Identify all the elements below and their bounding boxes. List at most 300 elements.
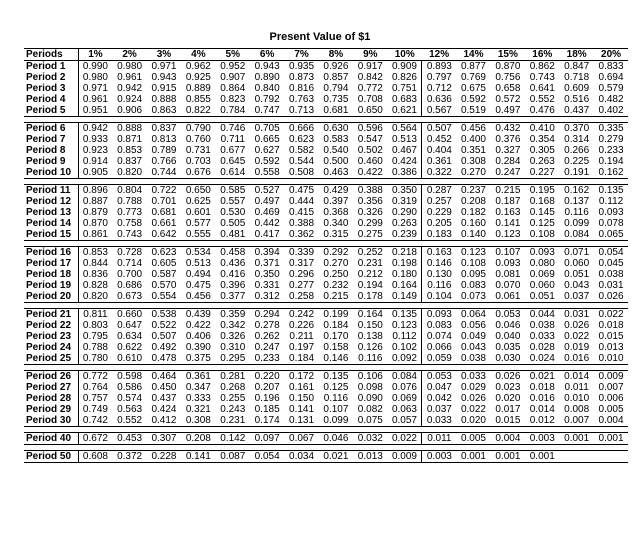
pv-cell: 0.033 [456,371,490,383]
pv-cell: 0.356 [357,196,383,207]
pv-cell: 0.622 [117,342,143,353]
pv-cell: 0.066 [426,342,452,353]
period-label: Period 10 [24,167,78,179]
pv-cell: 0.410 [525,123,559,135]
pv-cell: 0.141 [495,218,521,229]
pv-cell: 0.863 [147,105,181,117]
pv-cell: 0.376 [495,134,521,145]
pv-cell: 0.547 [357,134,383,145]
pv-cell: 0.031 [559,309,593,321]
pv-cell: 0.792 [254,94,280,105]
pv-cell: 0.342 [220,320,246,331]
pv-cell: 0.069 [388,393,422,404]
pv-cell: 0.071 [559,247,593,259]
pv-cell: 0.394 [250,247,284,259]
pv-cell: 0.116 [564,207,589,218]
pv-cell: 0.564 [388,123,422,135]
pv-cell: 0.312 [250,291,284,303]
pv-cell: 0.061 [491,291,525,303]
period-label: Period 15 [24,229,78,241]
pv-cell: 0.296 [289,269,315,280]
pv-cell: 0.263 [529,156,555,167]
pv-cell: 0.855 [185,94,211,105]
pv-cell: 0.432 [491,123,525,135]
pv-cell: 0.370 [559,123,593,135]
pv-cell: 0.308 [181,415,215,427]
pv-cell: 0.803 [82,320,108,331]
rate-header: 7% [284,49,318,61]
pv-cell: 0.467 [388,145,422,156]
pv-cell: 0.161 [289,382,315,393]
pv-cell: 0.513 [185,258,211,269]
pv-cell: 0.003 [422,451,456,463]
pv-cell: 0.544 [289,156,315,167]
pv-cell: 0.257 [426,196,452,207]
pv-cell: 0.888 [112,123,146,135]
pv-cell: 0.112 [598,196,624,207]
pv-cell: 0.046 [495,320,521,331]
period-label: Period 3 [24,83,78,94]
pv-cell: 0.713 [284,105,318,117]
pv-cell: 0.026 [491,371,525,383]
pv-cell: 0.138 [357,331,383,342]
pv-cell: 0.705 [250,123,284,135]
pv-cell: 0.743 [112,229,146,241]
pv-cell: 0.142 [216,433,250,445]
pv-cell: 0.040 [495,331,521,342]
pv-cell: 0.163 [495,207,521,218]
pv-cell: 0.073 [456,291,490,303]
pv-cell: 0.275 [353,229,387,241]
pv-cell: 0.305 [529,145,555,156]
pv-cell: 0.015 [491,415,525,427]
pv-cell: 0.627 [254,145,280,156]
pv-cell: 0.199 [319,309,353,321]
pv-cell: 0.035 [495,342,521,353]
pv-cell: 0.905 [78,167,112,179]
pv-cell: 0.933 [82,134,108,145]
pv-cell: 0.582 [289,145,315,156]
pv-cell: 0.350 [388,185,422,197]
pv-cell: 0.877 [456,61,490,73]
pv-cell: 0.084 [559,229,593,241]
pv-cell: 0.038 [529,320,555,331]
pv-cell: 0.125 [529,218,555,229]
pv-cell: 0.185 [254,404,280,415]
pv-cell: 0.093 [598,207,624,218]
pv-cell: 0.844 [82,258,108,269]
pv-cell: 0.197 [289,342,315,353]
pv-cell: 0.497 [491,105,525,117]
pv-cell: 0.760 [185,134,211,145]
pv-cell: 0.614 [216,167,250,179]
pv-cell: 0.116 [353,353,387,365]
table-row [24,61,628,73]
pv-cell: 0.277 [289,280,315,291]
pv-cell: 0.475 [284,185,318,197]
pv-cell: 0.226 [289,320,315,331]
table-row [24,229,628,241]
pv-cell: 0.388 [353,185,387,197]
pv-cell: 0.239 [388,229,422,241]
pv-cell: 0.183 [422,229,456,241]
pv-cell: 0.042 [426,393,452,404]
pv-cell: 0.926 [319,61,353,73]
pv-cell: 0.722 [147,185,181,197]
pv-cell: 0.650 [353,105,387,117]
pv-cell: 0.862 [525,61,559,73]
pv-cell: 0.081 [495,269,521,280]
pv-cell: 0.961 [117,72,143,83]
pv-cell: 0.577 [185,218,211,229]
rate-header: 3% [147,49,181,61]
pv-cell: 0.082 [357,404,383,415]
pv-cell: 0.478 [147,353,181,365]
pv-cell: 0.530 [220,207,246,218]
pv-cell: 0.095 [460,269,486,280]
pv-cell: 0.402 [594,105,628,117]
pv-cell: 0.208 [460,196,486,207]
period-label: Period 17 [24,258,78,269]
pv-cell [559,451,593,463]
pv-cell: 0.013 [353,451,387,463]
table-title: Present Value of $1 [269,31,371,43]
pv-cell: 0.675 [460,83,486,94]
pv-cell: 0.135 [319,371,353,383]
pv-cell: 0.961 [82,94,108,105]
pv-cell: 0.728 [112,247,146,259]
pv-cell: 0.746 [216,123,250,135]
pv-cell: 0.034 [284,451,318,463]
pv-cell: 0.971 [147,61,181,73]
pv-cell: 0.943 [151,72,177,83]
pv-cell: 0.194 [357,280,383,291]
pv-cell: 0.924 [117,94,143,105]
period-label: Period 23 [24,331,78,342]
pv-cell: 0.168 [529,196,555,207]
pv-cell: 0.371 [254,258,280,269]
pv-cell: 0.106 [353,371,387,383]
pv-cell: 0.406 [185,331,211,342]
pv-cell: 0.340 [323,218,349,229]
pv-cell: 0.279 [598,134,624,145]
rate-header: 2% [112,49,146,61]
pv-cell: 0.917 [353,61,387,73]
pv-cell: 0.020 [495,393,521,404]
pv-cell: 0.001 [525,451,559,463]
pv-cell: 0.205 [426,218,452,229]
pv-cell: 0.422 [185,320,211,331]
pv-cell: 0.150 [357,320,383,331]
pv-cell: 0.326 [220,331,246,342]
pv-cell: 0.681 [151,207,177,218]
pv-cell: 0.623 [289,134,315,145]
pv-cell: 0.942 [78,123,112,135]
pv-cell: 0.661 [151,218,177,229]
pv-cell: 0.942 [117,83,143,94]
pv-cell: 0.592 [254,156,280,167]
pv-cell: 0.092 [388,353,422,365]
pv-cell: 0.255 [220,393,246,404]
period-label: Period 16 [24,247,78,259]
pv-cell [594,451,628,463]
pv-cell: 0.123 [456,247,490,259]
pv-cell: 0.284 [495,156,521,167]
pv-cell: 0.123 [388,320,422,331]
pv-cell: 0.030 [491,353,525,365]
pv-cell: 0.780 [78,353,112,365]
rate-header: 1% [78,49,112,61]
pv-cell: 0.333 [185,393,211,404]
pv-cell: 0.308 [460,156,486,167]
pv-cell: 0.326 [357,207,383,218]
pv-cell: 0.665 [254,134,280,145]
pv-cell: 0.145 [529,207,555,218]
pv-cell: 0.570 [151,280,177,291]
pv-cell: 0.888 [151,94,177,105]
table-row [24,258,628,269]
pv-cell: 0.074 [426,331,452,342]
pv-cell: 0.718 [564,72,590,83]
pv-cell: 0.557 [220,196,246,207]
pv-cell: 0.022 [594,309,628,321]
table-row [24,94,628,105]
pv-cell: 0.375 [181,353,215,365]
pv-cell: 0.460 [357,156,383,167]
table-row [24,145,628,156]
pv-cell: 0.099 [319,415,353,427]
pv-cell: 0.822 [181,105,215,117]
pv-cell: 0.075 [353,415,387,427]
pv-cell: 0.125 [323,382,349,393]
table-row [24,269,628,280]
pv-cell: 0.558 [250,167,284,179]
pv-cell: 0.023 [495,382,521,393]
pv-cell: 0.227 [525,167,559,179]
pv-cell: 0.007 [598,382,624,393]
pv-cell: 0.281 [216,371,250,383]
pv-cell: 0.816 [289,83,315,94]
pv-cell: 0.247 [491,167,525,179]
pv-cell: 0.146 [426,258,452,269]
pv-cell: 0.634 [117,331,143,342]
pv-cell: 0.290 [388,207,422,218]
pv-cell: 0.417 [250,229,284,241]
pv-cell: 0.552 [529,94,555,105]
pv-cell: 0.458 [216,247,250,259]
pv-cell: 0.424 [151,404,177,415]
pv-cell: 0.268 [220,382,246,393]
pv-cell: 0.923 [82,145,108,156]
pv-cell: 0.703 [185,156,211,167]
pv-cell: 0.045 [598,258,624,269]
pv-cell: 0.162 [594,167,628,179]
pv-cell: 0.215 [319,291,353,303]
row-header-label: Periods [24,49,78,61]
pv-cell: 0.887 [82,196,108,207]
pv-cell: 0.879 [82,207,108,218]
pv-cell: 0.065 [594,229,628,241]
pv-cell: 0.742 [78,415,112,427]
pv-cell: 0.507 [422,123,456,135]
pv-cell: 0.890 [254,72,280,83]
pv-cell: 0.437 [151,393,177,404]
pv-cell: 0.063 [388,404,422,415]
pv-cell: 0.170 [323,331,349,342]
pv-cell: 0.476 [525,105,559,117]
pv-cell: 0.266 [564,145,590,156]
pv-cell: 0.527 [250,185,284,197]
pv-cell: 0.502 [357,145,383,156]
period-label: Period 11 [24,185,78,197]
pv-cell: 0.026 [564,320,590,331]
pv-cell: 0.909 [388,61,422,73]
pv-cell: 0.307 [147,433,181,445]
pv-cell: 0.828 [82,280,108,291]
pv-cell: 0.207 [254,382,280,393]
pv-cell: 0.187 [495,196,521,207]
pv-cell: 0.463 [319,167,353,179]
pv-cell: 0.149 [388,291,422,303]
pv-cell: 0.747 [250,105,284,117]
pv-cell: 0.601 [185,207,211,218]
pv-cell: 0.278 [254,320,280,331]
table-row [24,105,628,117]
pv-cell: 0.314 [564,134,590,145]
pv-cell: 0.004 [491,433,525,445]
pv-cell: 0.797 [426,72,452,83]
pv-cell: 0.766 [151,156,177,167]
pv-cell: 0.180 [388,269,422,280]
pv-cell: 0.857 [323,72,349,83]
pv-cell: 0.377 [216,291,250,303]
pv-cell: 0.331 [254,280,280,291]
pv-cell: 0.508 [284,167,318,179]
pv-cell: 0.359 [216,309,250,321]
pv-cell: 0.212 [357,269,383,280]
pv-cell: 0.093 [422,309,456,321]
pv-cell: 0.102 [388,342,422,353]
table-row [24,451,628,463]
period-label: Period 21 [24,309,78,321]
pv-cell: 0.233 [250,353,284,365]
pv-cell: 0.137 [564,196,590,207]
pv-cell: 0.228 [147,451,181,463]
pv-cell: 0.700 [117,269,143,280]
rate-header: 8% [319,49,353,61]
table-row [24,309,628,321]
pv-cell: 0.001 [491,451,525,463]
present-value-table [24,48,628,463]
pv-cell: 0.361 [181,371,215,383]
pv-cell: 0.008 [564,404,590,415]
rate-header: 6% [250,49,284,61]
pv-cell: 0.339 [284,247,318,259]
table-row [24,331,628,342]
pv-cell: 0.057 [388,415,422,427]
table-row [24,320,628,331]
pv-cell: 0.218 [388,247,422,259]
pv-cell: 0.574 [117,393,143,404]
pv-cell: 0.784 [216,105,250,117]
pv-cell: 0.861 [78,229,112,241]
pv-cell: 0.836 [82,269,108,280]
pv-cell: 0.131 [284,415,318,427]
pv-cell: 0.464 [147,371,181,383]
pv-cell: 0.452 [426,134,452,145]
pv-cell: 0.011 [564,382,589,393]
period-label: Period 7 [24,134,78,145]
pv-cell: 0.098 [357,382,383,393]
pv-cell: 0.404 [426,145,452,156]
pv-cell: 0.842 [357,72,383,83]
pv-cell: 0.237 [456,185,490,197]
pv-cell: 0.294 [250,309,284,321]
pv-cell: 0.522 [151,320,177,331]
period-label: Period 19 [24,280,78,291]
pv-cell: 0.070 [495,280,521,291]
table-row [24,72,628,83]
pv-cell: 0.789 [151,145,177,156]
pv-cell: 0.146 [319,353,353,365]
pv-cell: 0.813 [151,134,177,145]
pv-cell: 0.028 [529,342,555,353]
pv-cell: 0.350 [254,269,280,280]
pv-cell: 0.018 [598,320,624,331]
pv-cell: 0.112 [388,331,422,342]
pv-cell: 0.585 [216,185,250,197]
pv-cell: 0.751 [388,83,422,94]
period-label: Period 27 [24,382,78,393]
pv-cell: 0.220 [250,371,284,383]
pv-cell: 0.396 [220,280,246,291]
table-row [24,433,628,445]
pv-cell: 0.951 [78,105,112,117]
rate-header: 18% [559,49,593,61]
pv-cell: 0.386 [388,167,422,179]
pv-cell: 0.064 [456,309,490,321]
pv-cell: 0.242 [284,309,318,321]
pv-cell: 0.731 [185,145,211,156]
pv-cell: 0.505 [220,218,246,229]
pv-cell: 0.893 [422,61,456,73]
pv-cell: 0.233 [598,145,624,156]
pv-cell: 0.178 [353,291,387,303]
pv-cell: 0.475 [185,280,211,291]
pv-cell: 0.658 [495,83,521,94]
pv-cell: 0.009 [388,451,422,463]
period-label: Period 29 [24,404,78,415]
pv-cell: 0.907 [220,72,246,83]
pv-cell: 0.971 [82,83,108,94]
pv-cell: 0.043 [564,280,590,291]
pv-cell: 0.758 [117,218,143,229]
pv-cell: 0.552 [112,415,146,427]
pv-cell: 0.764 [82,382,108,393]
rate-header: 16% [525,49,559,61]
pv-cell: 0.191 [559,167,593,179]
pv-cell: 0.107 [491,247,525,259]
pv-cell: 0.354 [529,134,555,145]
pv-cell: 0.694 [598,72,624,83]
pv-cell: 0.757 [82,393,108,404]
pv-cell: 0.701 [151,196,177,207]
table-row [24,342,628,353]
pv-cell: 0.107 [323,404,349,415]
pv-cell: 0.980 [82,72,108,83]
pv-cell: 0.162 [559,185,593,197]
pv-cell: 0.252 [353,247,387,259]
